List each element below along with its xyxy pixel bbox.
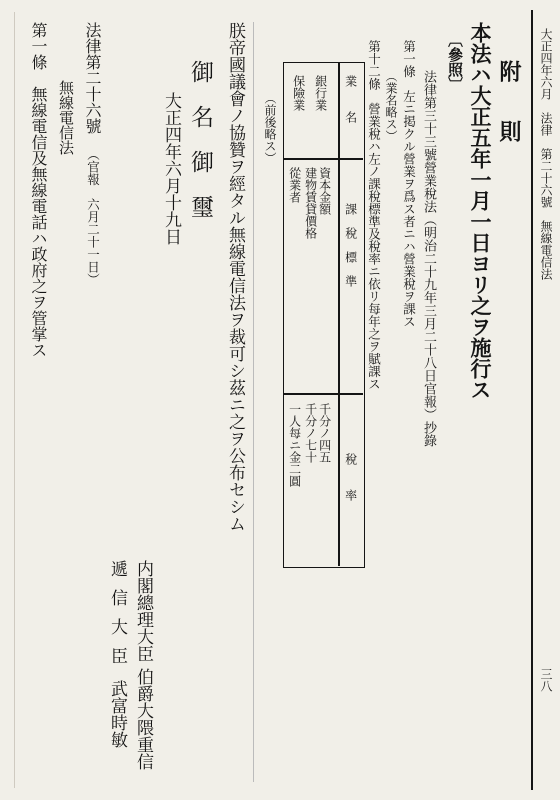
promulgation-text: 朕帝國議會ノ協贊ヲ經タル無線電信法ヲ裁可シ茲ニ之ヲ公布セシム xyxy=(225,22,245,532)
law-number: 法律第二十六號 xyxy=(83,22,102,134)
minister-2-title: 遞信大臣 xyxy=(107,560,127,676)
minister-1-title: 内閣總理大臣 xyxy=(133,560,153,662)
table-header-standard: 課 稅 標 準 xyxy=(343,203,358,287)
reference-label: 〔參照〕 xyxy=(446,32,464,92)
reference-omitted: （業名略ス） xyxy=(384,70,398,142)
header-rule xyxy=(531,10,533,790)
enforcement-clause: 本法ハ大正五年一月一日ヨリ之ヲ施行ス xyxy=(468,22,493,400)
table-cell-business: 保險業 xyxy=(291,75,306,111)
imperial-seal: 御名御璽 xyxy=(187,60,213,240)
tax-table xyxy=(283,62,365,568)
table-cell-standard: 建物賃貸價格 xyxy=(303,167,318,239)
table-cell-rate: 一人每ニ金二圓 xyxy=(287,403,302,487)
table-header-business: 業 名 xyxy=(343,75,358,123)
table-header-rate: 稅 率 xyxy=(343,453,358,501)
supplementary-heading: 附 則 xyxy=(496,60,522,150)
page-number: 三八 xyxy=(539,668,553,692)
table-cell-rate: 千分ノ四五 xyxy=(317,403,332,463)
minister-2-name: 武富時敏 xyxy=(107,680,127,748)
table-omitted-note: （前後略ス） xyxy=(263,92,277,164)
page-edge xyxy=(14,12,15,788)
reference-law-line: 法律第三十三號營業稅法（明治二十九年三月二十八日官報）抄錄 xyxy=(421,70,436,447)
table-cell-standard: 從業者 xyxy=(287,167,302,203)
promulgation-date: 大正四年六月十九日 xyxy=(161,92,181,245)
table-cell-business: 銀行業 xyxy=(313,75,328,111)
section-divider xyxy=(253,22,254,782)
minister-1-name: 伯爵大隈重信 xyxy=(133,668,153,770)
law-article-1: 第一條 無線電信及無線電話ハ政府之ヲ管掌ス xyxy=(29,22,48,358)
table-cell-rate: 千分ノ七十 xyxy=(303,403,318,463)
reference-article-12: 第十二條 營業稅ハ左ノ課稅標準及稅率ニ依リ每年之ヲ賦課ス xyxy=(366,40,382,390)
law-title: 無線電信法 xyxy=(57,80,75,155)
table-cell-standard: 資本金額 xyxy=(317,167,332,215)
gazette-reference: （官報 六月二十一日） xyxy=(85,148,101,286)
running-header: 大正四年六月 法律 第二十六號 無線電信法 xyxy=(539,28,553,280)
reference-article-1: 第一條 左ニ掲クル營業ヲ爲ス者ニハ營業稅ヲ課ス xyxy=(401,40,417,328)
